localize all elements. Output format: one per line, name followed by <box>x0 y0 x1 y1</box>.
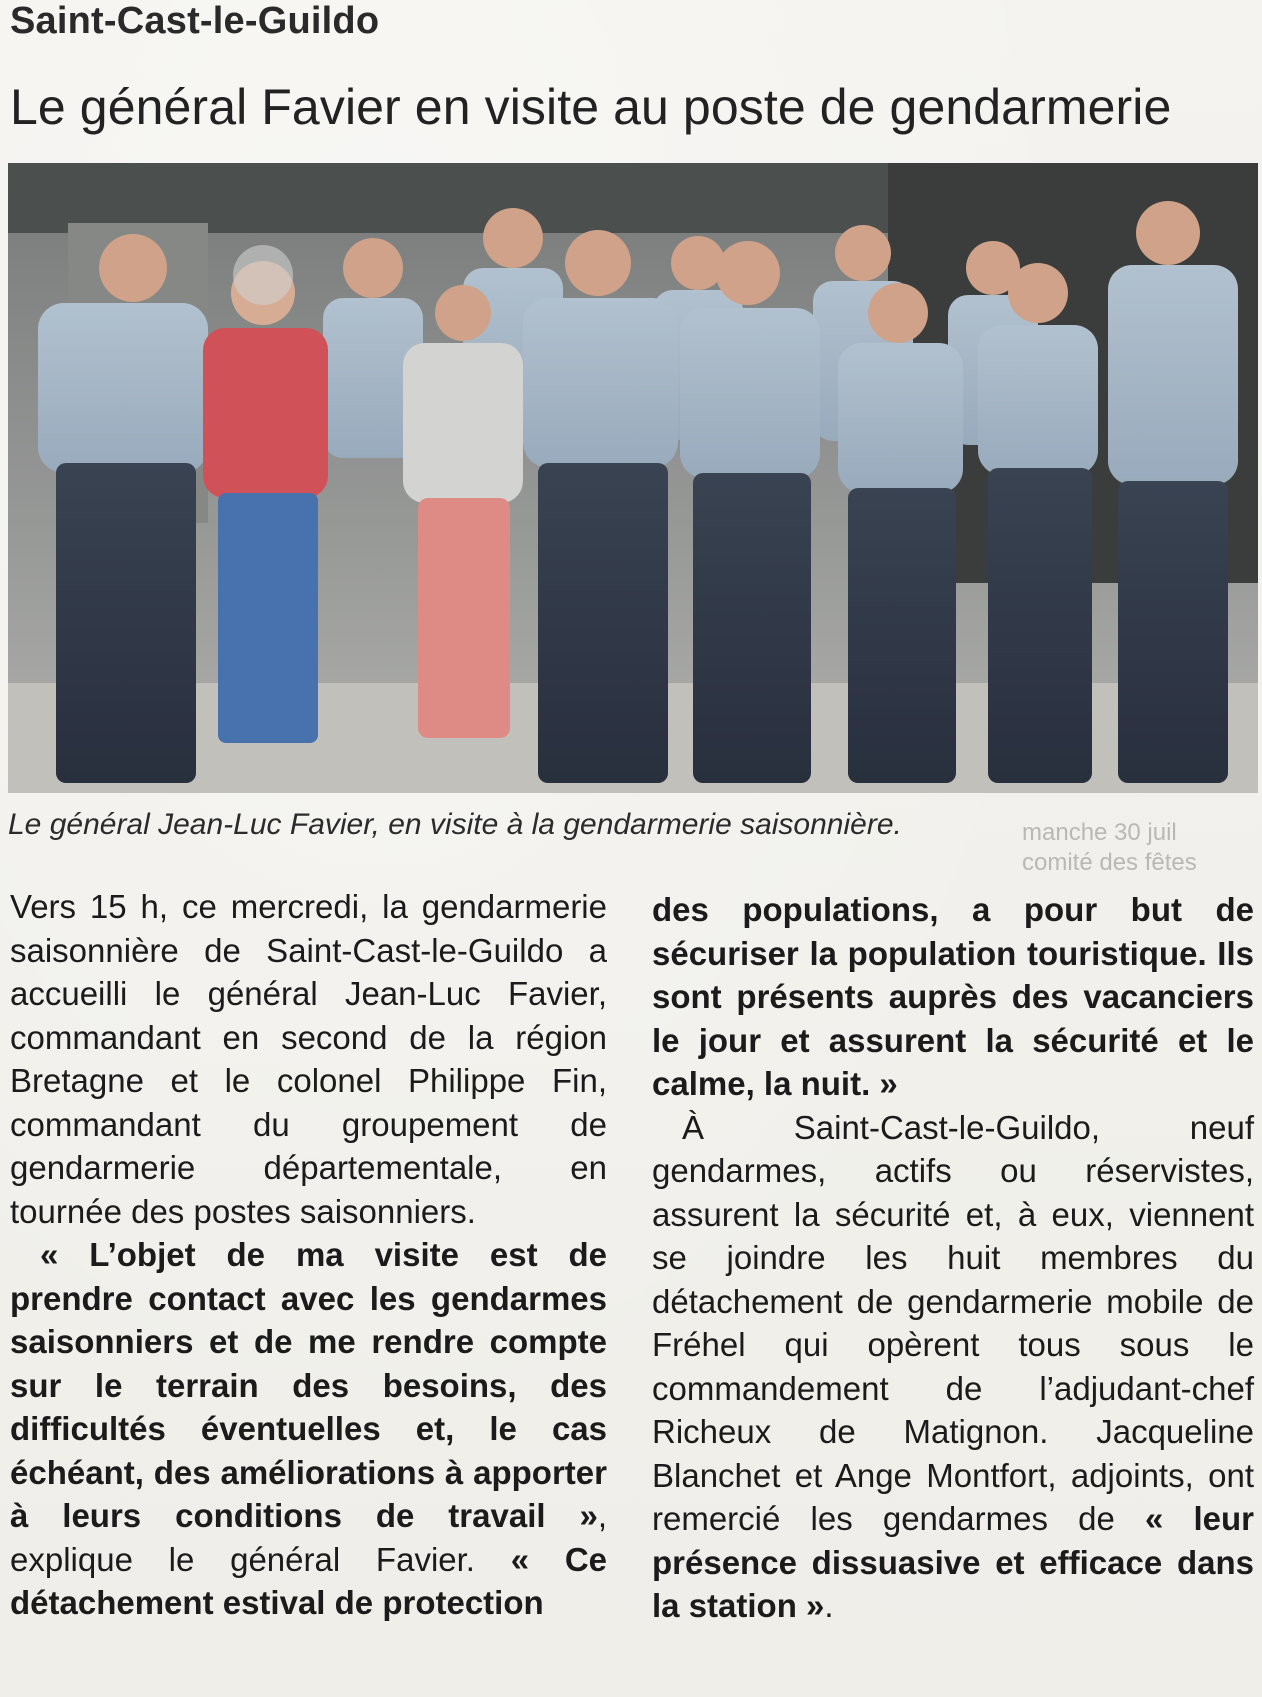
bleed-line: manche 30 juil <box>1022 819 1177 846</box>
attribution: , explique le général Favier. <box>10 1497 607 1578</box>
body-text: . <box>824 1587 834 1624</box>
article-kicker: Saint-Cast-le-Guildo <box>10 0 380 42</box>
bleed-line: comité des fêtes <box>1022 849 1197 876</box>
quote-bold: « leur présence dissuasive et efficace dans la station » <box>652 1500 1254 1624</box>
quote-bold: « L’objet de ma visite est de prendre contact avec les gendarmes saisonniers et de me rendre compte sur le terrain des besoins, des difficultés éventuelles et, le cas échéant, des améliorations à apporter à leurs conditions de travail » <box>10 1236 607 1534</box>
paragraph: des populations, a pour but de sécuriser la population touristique. Ils sont présents auprès des vacanciers le jour et assurent la sécurité et le calme, la nuit. » <box>652 891 1254 1102</box>
article-column-right <box>652 888 1254 1628</box>
paragraph: Vers 15 h, ce mercredi, la gendarmerie saisonnière de Saint-Cast-le-Guildo a accueilli le général Jean-Luc Favier, commandant en second de la région Bretagne et le colonel Philippe Fin, commandant du groupement de gendarmerie départementale, en tournée des postes saisonniers. <box>10 888 607 1230</box>
quote-bold: « Ce détachement estival de protection <box>10 1540 607 1621</box>
body-text: À Saint-Cast-le-Guildo, neuf gendarmes, actifs ou réservistes, assurent la sécurité et, à eux, viennent se joindre les huit membres du détachement de gendarmerie mobile de Fréhel qui opèrent tous sous le commandement de l’adjudant-chef Richeux de Matignon. Jacqueline Blanchet et Ange Montfort, adjoints, ont remercié les gendarmes de <box>652 1108 1254 1537</box>
group-photo-illustration <box>8 163 1258 793</box>
photo-caption: Le général Jean-Luc Favier, en visite à la gendarmerie saisonnière. <box>8 808 902 841</box>
paragraph <box>10 1233 607 1625</box>
article-photo <box>8 163 1258 793</box>
article-headline: Le général Favier en visite au poste de gendarmerie <box>10 79 1172 135</box>
bleed-through-text <box>1022 818 1252 878</box>
article-column-left <box>10 885 607 1625</box>
paragraph <box>652 1106 1254 1628</box>
